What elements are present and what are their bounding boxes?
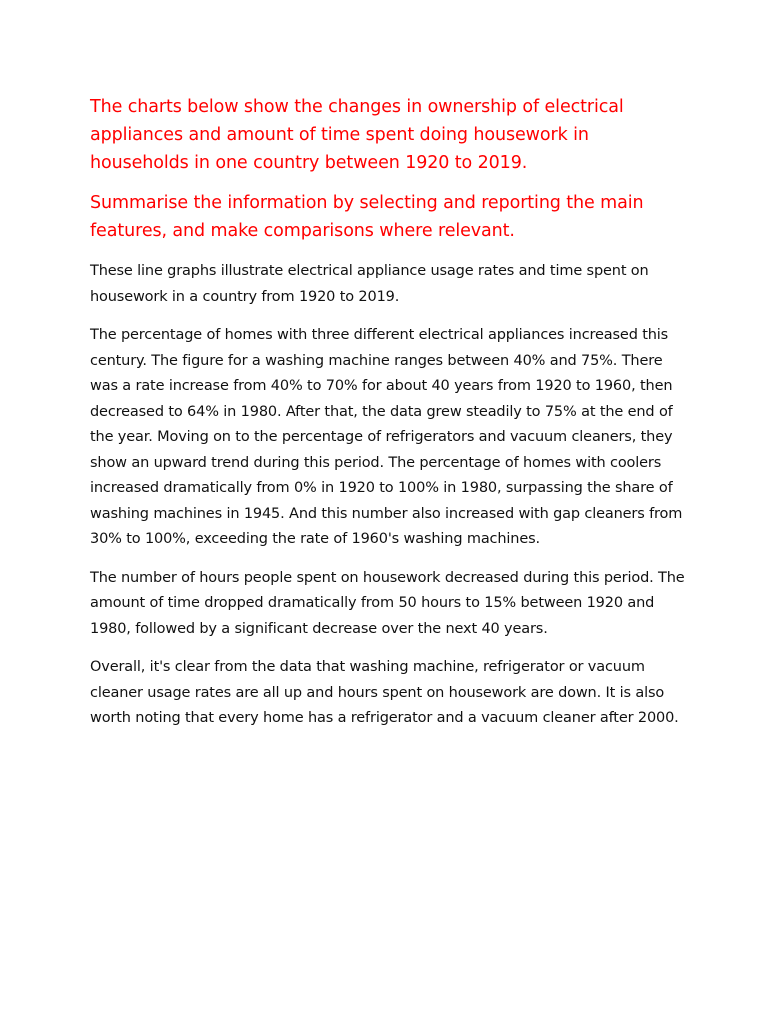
- essay-paragraph-intro: These line graphs illustrate electrical appliance usage rates and time spent on housework in a country from 1920 to 2019.: [90, 263, 649, 305]
- task-question: The charts below show the changes in ownership of electrical appliances and amount of time spent doing housework in households in one country between 1920 to 2019.: [90, 97, 624, 173]
- task-instruction: Summarise the information by selecting and reporting the main features, and make comparisons where relevant.: [90, 193, 644, 241]
- essay-paragraph-appliances: The percentage of homes with three different electrical appliances increased this century. The figure for a washing machine ranges between 40% and 75%. There was a rate increase from 40% to 70% for about 40 years from 1920 to 1960, then decreased to 64% in 1980. After that, the data grew steadily to 75% at the end of the year. Moving on to the percentage of refrigerators and vacuum cleaners, they show an upward trend during this period. The percentage of homes with coolers increased dramatically from 0% in 1920 to 100% in 1980, surpassing the share of washing machines in 1945. And this number also increased with gap cleaners from 30% to 100%, exceeding the rate of 1960's washing machines.: [90, 327, 683, 547]
- essay-paragraph-overall: Overall, it's clear from the data that washing machine, refrigerator or vacuum cleaner usage rates are all up and hours spent on housework are down. It is also worth noting that every home has a refrigerator and a vacuum cleaner after 2000.: [90, 659, 679, 726]
- essay-paragraph-housework: The number of hours people spent on housework decreased during this period. The amount of time dropped dramatically from 50 hours to 15% between 1920 and 1980, followed by a significant decrease over the next 40 years.: [90, 569, 685, 637]
- document-content: [90, 93, 686, 745]
